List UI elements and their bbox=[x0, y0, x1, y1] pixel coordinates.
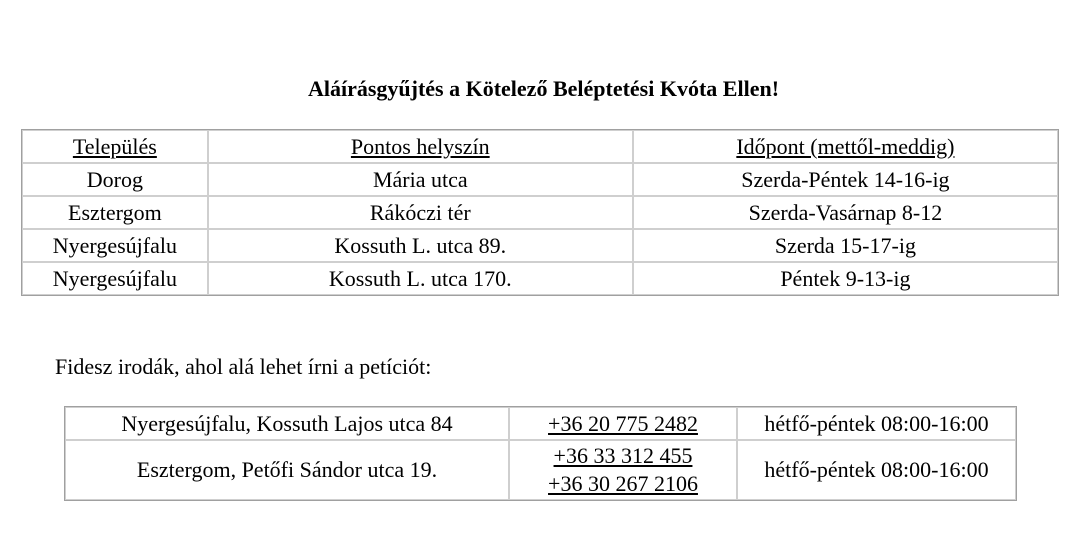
table-row bbox=[65, 407, 1016, 440]
phone-link[interactable]: +36 33 312 455 bbox=[553, 443, 693, 468]
cell-time: Szerda-Vasárnap 8-12 bbox=[633, 196, 1058, 229]
cell-location: Mária utca bbox=[208, 163, 633, 196]
cell-settlement: Dorog bbox=[22, 163, 208, 196]
table-row bbox=[65, 440, 1016, 500]
table-row bbox=[22, 196, 1058, 229]
cell-location: Rákóczi tér bbox=[208, 196, 633, 229]
cell-location: Kossuth L. utca 89. bbox=[208, 229, 633, 262]
table-header-row bbox=[22, 130, 1058, 163]
cell-settlement: Nyergesújfalu bbox=[22, 229, 208, 262]
cell-time: Szerda-Péntek 14-16-ig bbox=[633, 163, 1058, 196]
locations-table bbox=[21, 129, 1059, 296]
office-hours: hétfő-péntek 08:00-16:00 bbox=[737, 407, 1016, 440]
offices-intro: Fidesz irodák, ahol alá lehet írni a petíciót: bbox=[55, 354, 432, 379]
office-phones bbox=[509, 440, 737, 500]
cell-location: Kossuth L. utca 170. bbox=[208, 262, 633, 295]
table-row bbox=[22, 229, 1058, 262]
header-location: Pontos helyszín bbox=[208, 130, 633, 163]
table-row bbox=[22, 163, 1058, 196]
office-address: Esztergom, Petőfi Sándor utca 19. bbox=[65, 440, 509, 500]
cell-settlement: Nyergesújfalu bbox=[22, 262, 208, 295]
office-hours: hétfő-péntek 08:00-16:00 bbox=[737, 440, 1016, 500]
offices-table bbox=[64, 406, 1017, 501]
table-row bbox=[22, 262, 1058, 295]
cell-time: Péntek 9-13-ig bbox=[633, 262, 1058, 295]
cell-time: Szerda 15-17-ig bbox=[633, 229, 1058, 262]
phone-link[interactable]: +36 20 775 2482 bbox=[548, 410, 698, 436]
page-title: Aláírásgyűjtés a Kötelező Beléptetési Kvóta Ellen! bbox=[307, 76, 780, 101]
header-settlement: Település bbox=[22, 130, 208, 163]
cell-settlement: Esztergom bbox=[22, 196, 208, 229]
phone-link[interactable]: +36 30 267 2106 bbox=[548, 471, 698, 496]
office-phones bbox=[509, 407, 737, 440]
header-time: Időpont (mettől-meddig) bbox=[633, 130, 1058, 163]
office-address: Nyergesújfalu, Kossuth Lajos utca 84 bbox=[65, 407, 509, 440]
